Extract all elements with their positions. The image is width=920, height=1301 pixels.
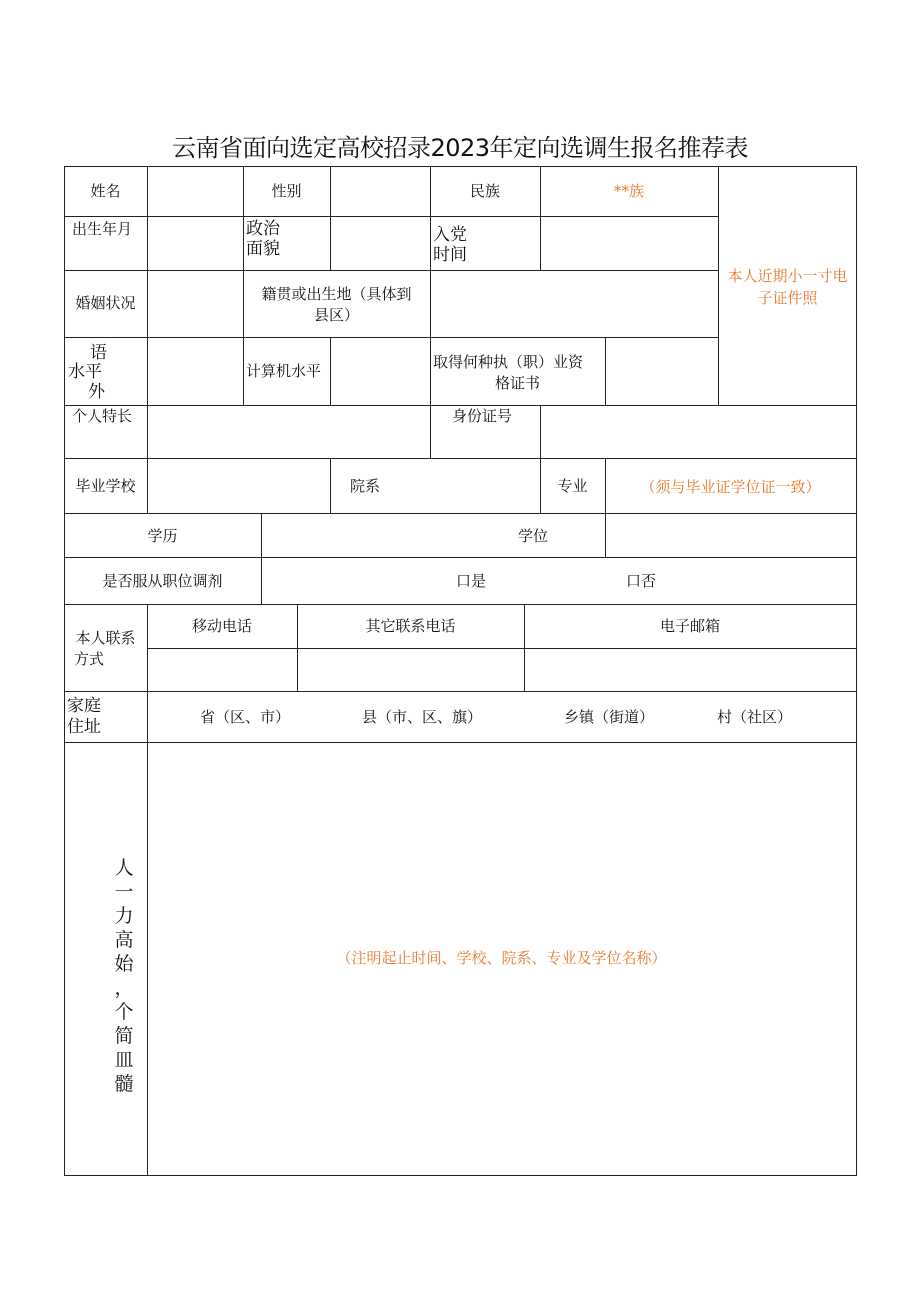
native-label-line1: 籍贯或出生地（具体到 — [261, 285, 412, 303]
resume-char: 人 — [114, 857, 134, 879]
resume-char: 力 — [114, 905, 134, 927]
birth-label: 出生年月 — [72, 220, 133, 238]
foreign-language-label-line1: 语 — [90, 343, 107, 363]
mobile-label: 移动电话 — [191, 617, 252, 635]
county-label: 县（市、区、旗） — [362, 708, 483, 726]
major-label: 专业 — [557, 477, 588, 495]
education-label: 学历 — [147, 527, 178, 545]
resume-char: 个 — [114, 1001, 134, 1023]
email-label: 电子邮箱 — [659, 617, 720, 635]
id-number-label: 身份证号 — [452, 407, 513, 425]
political-label-line2: 面貌 — [246, 239, 280, 259]
resume-char: ， — [114, 977, 134, 999]
resume-char: 高 — [114, 929, 134, 951]
foreign-language-label-line3: 外 — [88, 382, 105, 402]
resume-hint: （注明起止时间、学校、院系、专业及学位名称） — [336, 949, 667, 967]
certificate-label-line2: 格证书 — [494, 374, 540, 392]
ethnicity-label: 民族 — [469, 182, 500, 200]
department-label: 院系 — [350, 477, 381, 495]
adjust-label: 是否服从职位调剂 — [102, 572, 223, 590]
resume-label-vertical — [112, 856, 136, 1096]
town-label: 乡镇（街道） — [564, 708, 655, 726]
village-label: 村（社区） — [717, 708, 793, 726]
resume-char: 皿 — [114, 1049, 134, 1071]
home-address-label-line1: 家庭 — [67, 696, 101, 716]
home-address-label-line2: 住址 — [67, 717, 101, 737]
computer-label: 计算机水平 — [246, 362, 322, 380]
photo-hint-line1: 本人近期小一寸电 — [727, 267, 848, 285]
form-title: 云南省面向选定高校招录2023年定向选调生报名推荐表 — [171, 134, 749, 162]
resume-char: 始 — [114, 953, 134, 975]
ethnicity-value: **族 — [613, 182, 644, 200]
native-label-line2: 县区） — [313, 306, 359, 324]
other-phone-label: 其它联系电话 — [365, 617, 456, 635]
province-label: 省（区、市） — [200, 708, 291, 726]
party-time-label-line1: 入党 — [433, 225, 467, 245]
contact-label-line1: 本人联系 — [75, 629, 136, 647]
party-time-label-line2: 时间 — [433, 245, 467, 265]
photo-hint-line2: 子证件照 — [757, 289, 818, 307]
resume-char: 一 — [114, 881, 134, 903]
adjust-no-checkbox[interactable]: 口否 — [626, 572, 657, 590]
school-label: 毕业学校 — [75, 477, 136, 495]
resume-char: 髓 — [114, 1073, 134, 1095]
foreign-language-label-line2: 水平 — [68, 362, 102, 382]
contact-label-line2: 方式 — [74, 650, 105, 668]
political-label-line1: 政治 — [246, 219, 280, 239]
name-label: 姓名 — [90, 182, 121, 200]
resume-char: 简 — [114, 1025, 134, 1047]
major-hint: （须与毕业证学位证一致） — [640, 478, 821, 496]
certificate-label-line1: 取得何种执（职）业资 — [433, 353, 584, 371]
specialty-label: 个人特长 — [72, 407, 133, 425]
degree-label: 学位 — [518, 527, 549, 545]
adjust-yes-checkbox[interactable]: 口是 — [456, 572, 487, 590]
gender-label: 性别 — [271, 182, 302, 200]
marital-label: 婚姻状况 — [75, 294, 136, 312]
